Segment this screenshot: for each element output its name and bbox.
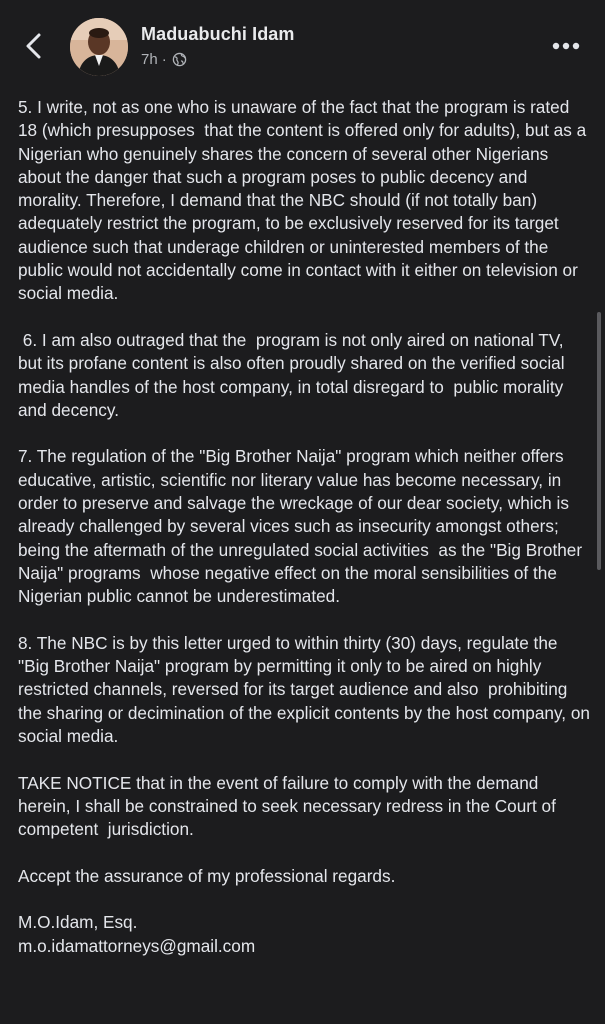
scrollbar[interactable] bbox=[597, 312, 601, 570]
closing-paragraph: Accept the assurance of my professional regards. bbox=[18, 865, 396, 886]
back-button[interactable] bbox=[18, 26, 50, 66]
post-header bbox=[0, 0, 605, 90]
post-body bbox=[18, 96, 595, 958]
more-options-button[interactable] bbox=[549, 36, 583, 56]
take-notice-paragraph: TAKE NOTICE that in the event of failure to comply with the demand herein, I shall be constrained to seek necessary redress in the Court of competent jurisdiction. bbox=[18, 772, 566, 840]
paragraph-5: 5. I write, not as one who is unaware of the fact that the program is rated 18 (which presupposes that the content is offered only for adults), but as a Nigerian who genuinely shares the concern of several other Nigerians about the danger that such a program poses to public decency and morality. Therefore, I demand that the NBC should (if not totally ban) adequately restrict the program, to be exclusively reserved for its target audience such that underage children or uninterested members of the public would not accidentally come in contact with it either on television or social media. bbox=[18, 97, 591, 304]
paragraph-8: 8. The NBC is by this letter urged to within thirty (30) days, regulate the "Big Brother Naija" program by permitting it only to be aired on highly restricted channels, reversed for its target audience and also prohibiting the sharing or decimination of the explicit contents by the host company, on social media. bbox=[18, 632, 595, 747]
author-name[interactable]: Maduabuchi Idam bbox=[141, 24, 295, 44]
profile-photo bbox=[70, 18, 128, 76]
paragraph-7: 7. The regulation of the "Big Brother Naija" program which neither offers educative, artistic, scientific nor literary value has become necessary, in order to preserve and salvage the wreckage of our dear society, which is already challenged by several vices such as insecurity amongst others; being the aftermath of the unregulated social activities as the "Big Brother Naija" programs whose negative effect on the moral sensibilities of the Nigerian public cannot be underestimated. bbox=[18, 446, 587, 607]
paragraph-6: 6. I am also outraged that the program is not only aired on national TV, but its profane content is also often proudly shared on the verified social media handles of the host company, in total disregard to public morality and decency. bbox=[18, 329, 570, 420]
meta-separator: · bbox=[161, 51, 167, 68]
more-horizontal-icon bbox=[549, 36, 583, 56]
chevron-left-icon bbox=[18, 26, 50, 66]
post-meta bbox=[141, 51, 187, 68]
signature-email[interactable]: m.o.idamattorneys@gmail.com bbox=[18, 935, 256, 956]
post-timestamp[interactable]: 7h bbox=[141, 51, 158, 68]
signature-name: M.O.Idam, Esq. bbox=[18, 912, 138, 933]
avatar[interactable] bbox=[70, 18, 128, 76]
globe-icon bbox=[172, 52, 187, 67]
